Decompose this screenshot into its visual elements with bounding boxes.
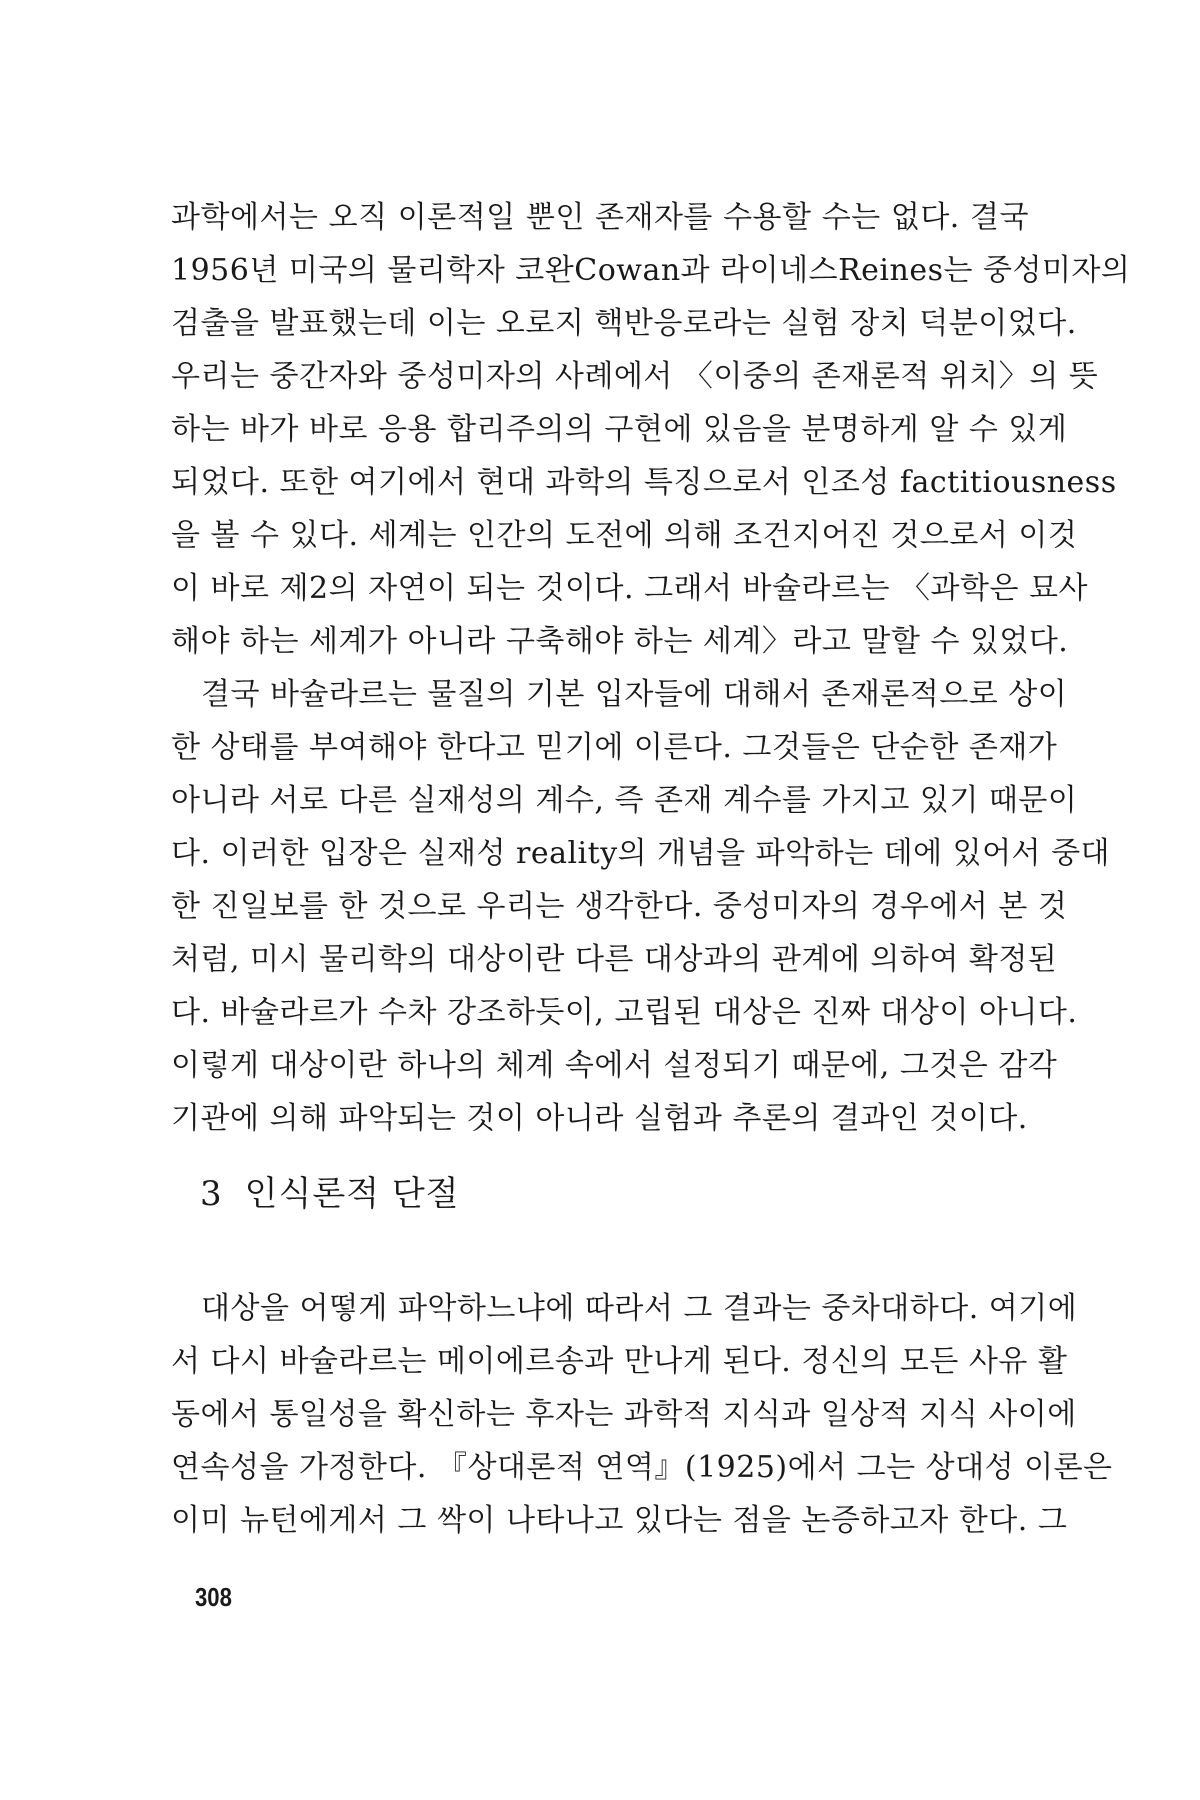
paragraph-line: 과학에서는 오직 이론적일 뿐인 존재자를 수용할 수는 없다. 결국 xyxy=(171,200,1029,235)
section-number: 3 xyxy=(200,1174,223,1214)
paragraph-line: 아니라 서로 다른 실재성의 계수, 즉 존재 계수를 가지고 있기 때문이 xyxy=(171,783,1078,818)
paragraph-line: 우리는 중간자와 중성미자의 사례에서 〈이중의 존재론적 위치〉의 뜻 xyxy=(171,359,1099,394)
paragraph-line: 을 볼 수 있다. 세계는 인간의 도전에 의해 조건지어진 것으로서 이것 xyxy=(171,518,1078,553)
paragraph-line: 한 진일보를 한 것으로 우리는 생각한다. 중성미자의 경우에서 본 것 xyxy=(171,889,1068,924)
paragraph-line: 동에서 통일성을 확신하는 후자는 과학적 지식과 일상적 지식 사이에 xyxy=(171,1397,1077,1432)
paragraph-line: 해야 하는 세계가 아니라 구축해야 하는 세계〉라고 말할 수 있었다. xyxy=(171,624,1069,659)
paragraph-line: 한 상태를 부여해야 한다고 믿기에 이른다. 그것들은 단순한 존재가 xyxy=(171,730,1058,765)
paragraph-line: 다. 바슐라르가 수차 강조하듯이, 고립된 대상은 진짜 대상이 아니다. xyxy=(171,995,1078,1030)
paragraph-line: 대상을 어떻게 파악하느냐에 따라서 그 결과는 중차대하다. 여기에 xyxy=(201,1291,1078,1326)
paragraph-line: 검출을 발표했는데 이는 오로지 핵반응로라는 실험 장치 덕분이었다. xyxy=(171,306,1077,341)
paragraph-line: 처럼, 미시 물리학의 대상이란 다른 대상과의 관계에 의하여 확정된 xyxy=(171,942,1058,977)
paragraph-line: 기관에 의해 파악되는 것이 아니라 실험과 추론의 결과인 것이다. xyxy=(171,1101,1028,1136)
paragraph-line: 연속성을 가정한다. 『상대론적 연역』(1925)에서 그는 상대성 이론은 xyxy=(171,1450,1113,1485)
paragraph-line: 서 다시 바슐라르는 메이에르송과 만나게 된다. 정신의 모든 사유 활 xyxy=(171,1344,1068,1379)
paragraph-line: 1956년 미국의 물리학자 코완Cowan과 라이네스Reines는 중성미자의 xyxy=(171,253,1131,288)
paragraph-line: 하는 바가 바로 응용 합리주의의 구현에 있음을 분명하게 알 수 있게 xyxy=(171,412,1068,447)
section-title: 인식론적 단절 xyxy=(244,1174,460,1214)
paragraph-line: 이미 뉴턴에게서 그 싹이 나타나고 있다는 점을 논증하고자 한다. 그 xyxy=(171,1503,1068,1538)
paragraph-line: 되었다. 또한 여기에서 현대 과학의 특징으로서 인조성 factitiousness xyxy=(171,465,1117,500)
section-heading xyxy=(200,1172,460,1216)
paragraph-line: 결국 바슐라르는 물질의 기본 입자들에 대해서 존재론적으로 상이 xyxy=(201,677,1068,712)
page-number: 308 xyxy=(195,1582,232,1612)
body-text-upper xyxy=(171,191,1131,1145)
paragraph-line: 이렇게 대상이란 하나의 체계 속에서 설정되기 때문에, 그것은 감각 xyxy=(171,1048,1058,1083)
body-text-lower xyxy=(171,1282,1113,1547)
paragraph-line: 다. 이러한 입장은 실재성 reality의 개념을 파악하는 데에 있어서 중대 xyxy=(171,836,1111,871)
paragraph-line: 이 바로 제2의 자연이 되는 것이다. 그래서 바슐라르는 〈과학은 묘사 xyxy=(171,571,1088,606)
